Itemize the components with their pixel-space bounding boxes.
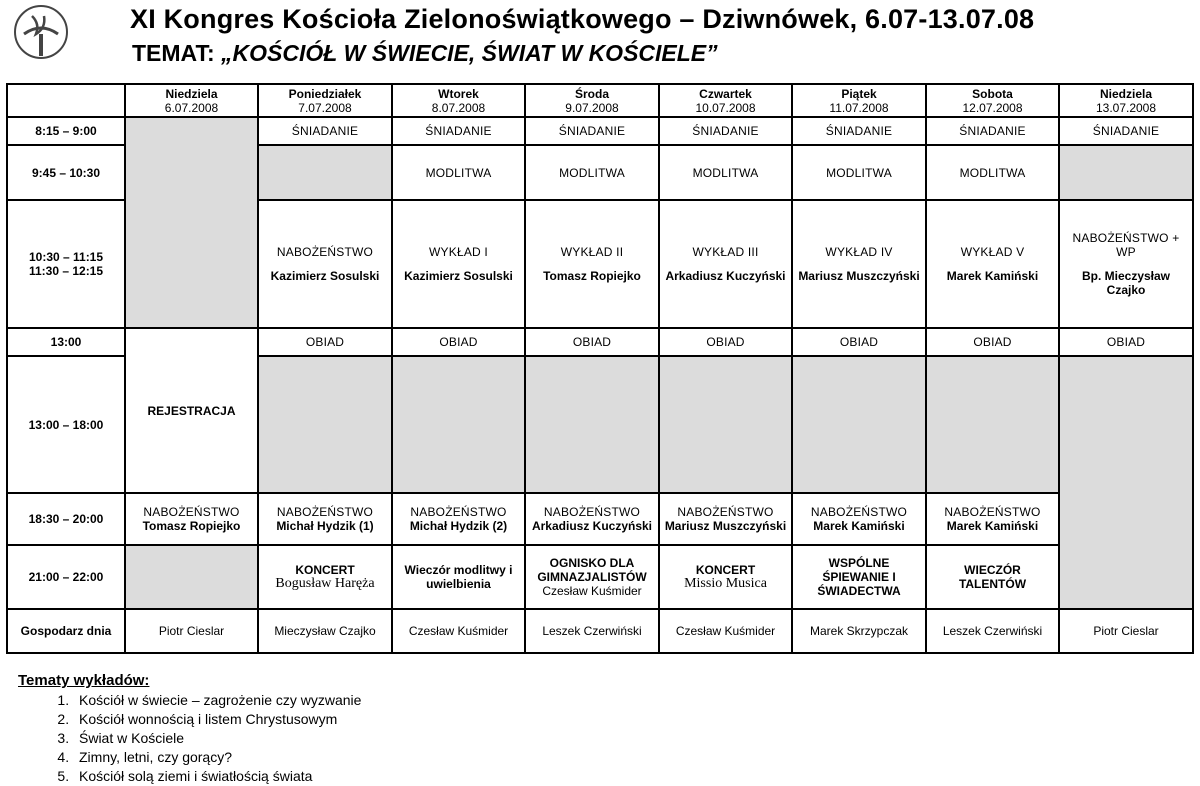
session-title: WYKŁAD II [560, 245, 624, 259]
dinner-cell: OBIAD [792, 328, 926, 356]
time-label: 9:45 – 10:30 [7, 145, 125, 200]
session-title: WYKŁAD I [429, 245, 488, 259]
service-cell [392, 493, 525, 545]
service-title: NABOŻEŃSTWO [944, 505, 1041, 519]
night-cell [659, 545, 792, 609]
night-subtitle: Bogusław Haręża [275, 576, 375, 591]
day-name: Poniedziałek [288, 86, 362, 101]
theme-prefix: TEMAT: [132, 40, 222, 66]
empty-cell [125, 117, 258, 328]
service-speaker: Tomasz Ropiejko [142, 519, 241, 533]
day-date: 11.07.2008 [829, 100, 889, 115]
service-speaker: Michał Hydzik (1) [276, 519, 374, 533]
lectures-heading: Tematy wykładów: [18, 672, 150, 689]
day-header [926, 84, 1059, 117]
day-header [392, 84, 525, 117]
page-title: XI Kongres Kościoła Zielonoświątkowego – Dziwnówek, 6.07-13.07.08 [130, 4, 1035, 34]
session-speaker: Marek Kamiński [946, 269, 1039, 283]
empty-cell [926, 356, 1059, 493]
church-logo [10, 4, 72, 60]
lecture-item: 4. Zimny, letni, czy gorący? [73, 748, 361, 767]
session-cell [525, 200, 659, 328]
night-title: KONCERT [695, 563, 756, 577]
day-date: 13.07.2008 [1095, 100, 1157, 115]
day-header [525, 84, 659, 117]
host-cell: Marek Skrzypczak [792, 609, 926, 653]
session-cell [926, 200, 1059, 328]
empty-cell [1059, 145, 1193, 200]
night-title: KONCERT [295, 563, 355, 577]
breakfast-cell: ŚNIADANIE [926, 117, 1059, 145]
service-title: NABOŻEŃSTWO [677, 505, 774, 519]
night-cell [392, 545, 525, 609]
time-label: Gospodarz dnia [7, 609, 125, 653]
dinner-cell: OBIAD [392, 328, 525, 356]
service-cell [792, 493, 926, 545]
day-header [1059, 84, 1193, 117]
row-hosts [7, 609, 1193, 653]
lecture-item: 5. Kościół solą ziemi i światłością świata [73, 767, 361, 786]
breakfast-cell: ŚNIADANIE [392, 117, 525, 145]
session-cell [258, 200, 392, 328]
session-title: NABOŻEŃSTWO [276, 245, 374, 259]
row-evening-service [7, 493, 1193, 545]
service-cell [125, 493, 258, 545]
session-cell [659, 200, 792, 328]
service-speaker: Michał Hydzik (2) [409, 519, 508, 533]
time-label: 21:00 – 22:00 [7, 545, 125, 609]
time-label [7, 200, 125, 328]
night-cell [792, 545, 926, 609]
lecture-item: 3. Świat w Kościele [73, 729, 361, 748]
dinner-cell: OBIAD [659, 328, 792, 356]
night-subtitle: Missio Musica [684, 576, 767, 591]
day-name: Sobota [972, 86, 1013, 101]
night-subtitle: Czesław Kuśmider [542, 584, 642, 598]
service-title: NABOŻEŃSTWO [143, 505, 240, 519]
empty-cell [392, 356, 525, 493]
host-cell: Piotr Cieslar [125, 609, 258, 653]
day-header [792, 84, 926, 117]
header-row [7, 84, 1193, 117]
night-title: OGNISKO DLA GIMNAZJALISTÓW [537, 556, 647, 584]
corner-cell [7, 84, 125, 117]
session-title: WYKŁAD IV [825, 245, 893, 259]
day-name: Piątek [841, 86, 877, 101]
prayer-cell: MODLITWA [659, 145, 792, 200]
day-name: Czwartek [699, 86, 752, 101]
dinner-cell: OBIAD [525, 328, 659, 356]
host-cell: Czesław Kuśmider [659, 609, 792, 653]
service-speaker: Arkadiusz Kuczyński [531, 519, 653, 533]
prayer-cell: MODLITWA [926, 145, 1059, 200]
registration-cell: REJESTRACJA [125, 328, 258, 493]
day-date: 6.07.2008 [164, 100, 219, 115]
service-cell [926, 493, 1059, 545]
breakfast-cell: ŚNIADANIE [659, 117, 792, 145]
session-speaker: Arkadiusz Kuczyński [665, 269, 786, 283]
empty-cell [258, 145, 392, 200]
day-header [659, 84, 792, 117]
service-title: NABOŻEŃSTWO [410, 505, 507, 519]
empty-cell [659, 356, 792, 493]
time-label-part: 10:30 – 11:15 [28, 250, 104, 264]
row-night [7, 545, 1193, 609]
dinner-cell: OBIAD [258, 328, 392, 356]
day-date: 7.07.2008 [298, 100, 352, 115]
day-date: 12.07.2008 [962, 100, 1023, 115]
service-cell [525, 493, 659, 545]
page-subtitle [132, 40, 718, 67]
service-speaker: Marek Kamiński [813, 519, 905, 533]
night-cell [258, 545, 392, 609]
service-cell [258, 493, 392, 545]
service-speaker: Mariusz Muszczyński [664, 519, 787, 533]
breakfast-cell: ŚNIADANIE [1059, 117, 1193, 145]
dinner-cell: OBIAD [1059, 328, 1193, 356]
session-cell [392, 200, 525, 328]
dinner-cell: OBIAD [926, 328, 1059, 356]
time-label-part: 11:30 – 12:15 [28, 264, 104, 278]
schedule-table [6, 83, 1194, 654]
host-cell: Mieczysław Czajko [258, 609, 392, 653]
host-cell: Leszek Czerwiński [525, 609, 659, 653]
host-cell: Czesław Kuśmider [392, 609, 525, 653]
row-breakfast [7, 117, 1193, 145]
service-title: NABOŻEŃSTWO [543, 505, 641, 519]
host-cell: Leszek Czerwiński [926, 609, 1059, 653]
breakfast-cell: ŚNIADANIE [792, 117, 926, 145]
day-date: 9.07.2008 [565, 100, 619, 115]
breakfast-cell: ŚNIADANIE [258, 117, 392, 145]
day-date: 8.07.2008 [431, 100, 486, 115]
night-cell [525, 545, 659, 609]
day-header [125, 84, 258, 117]
night-title: Wieczór modlitwy i uwielbienia [404, 563, 513, 591]
lectures-list [18, 691, 361, 786]
lecture-item: 1. Kościół w świecie – zagrożenie czy wyzwanie [73, 691, 361, 710]
session-cell [792, 200, 926, 328]
session-title: WYKŁAD III [692, 245, 759, 259]
night-title: WSPÓLNE ŚPIEWANIE I ŚWIADECTWA [817, 556, 901, 598]
service-title: NABOŻEŃSTWO [810, 505, 908, 519]
time-label: 8:15 – 9:00 [7, 117, 125, 145]
session-speaker: Mariusz Muszczyński [798, 269, 920, 283]
night-cell [926, 545, 1059, 609]
session-title: WYKŁAD V [960, 245, 1025, 259]
prayer-cell: MODLITWA [792, 145, 926, 200]
breakfast-cell: ŚNIADANIE [525, 117, 659, 145]
day-name: Wtorek [438, 86, 479, 101]
theme-text: „KOŚCIÓŁ W ŚWIECIE, ŚWIAT W KOŚCIELE” [221, 40, 718, 66]
service-speaker: Marek Kamiński [946, 519, 1039, 533]
day-name: Niedziela [165, 86, 218, 101]
empty-cell [125, 545, 258, 609]
empty-cell [792, 356, 926, 493]
empty-cell [1059, 356, 1193, 609]
host-cell: Piotr Cieslar [1059, 609, 1193, 653]
lecture-item: 2. Kościół wonnością i listem Chrystusowym [73, 710, 361, 729]
session-speaker: Kazimierz Sosulski [404, 269, 513, 283]
day-date: 10.07.2008 [695, 100, 756, 115]
session-speaker: Tomasz Ropiejko [543, 269, 641, 283]
session-speaker: Bp. Mieczysław Czajko [1081, 269, 1171, 297]
night-title: WIECZÓR TALENTÓW [958, 563, 1027, 591]
session-title: NABOŻEŃSTWO + WP [1072, 231, 1180, 259]
empty-cell [258, 356, 392, 493]
time-label: 13:00 – 18:00 [7, 356, 125, 493]
service-title: NABOŻEŃSTWO [276, 505, 374, 519]
day-name: Niedziela [1099, 86, 1153, 101]
empty-cell [525, 356, 659, 493]
day-header [258, 84, 392, 117]
prayer-cell: MODLITWA [525, 145, 659, 200]
day-name: Środa [574, 86, 609, 101]
time-label: 18:30 – 20:00 [7, 493, 125, 545]
session-speaker: Kazimierz Sosulski [270, 269, 380, 283]
lectures-section [18, 672, 361, 786]
prayer-cell: MODLITWA [392, 145, 525, 200]
row-dinner [7, 328, 1193, 356]
session-cell [1059, 200, 1193, 328]
time-label: 13:00 [7, 328, 125, 356]
service-cell [659, 493, 792, 545]
